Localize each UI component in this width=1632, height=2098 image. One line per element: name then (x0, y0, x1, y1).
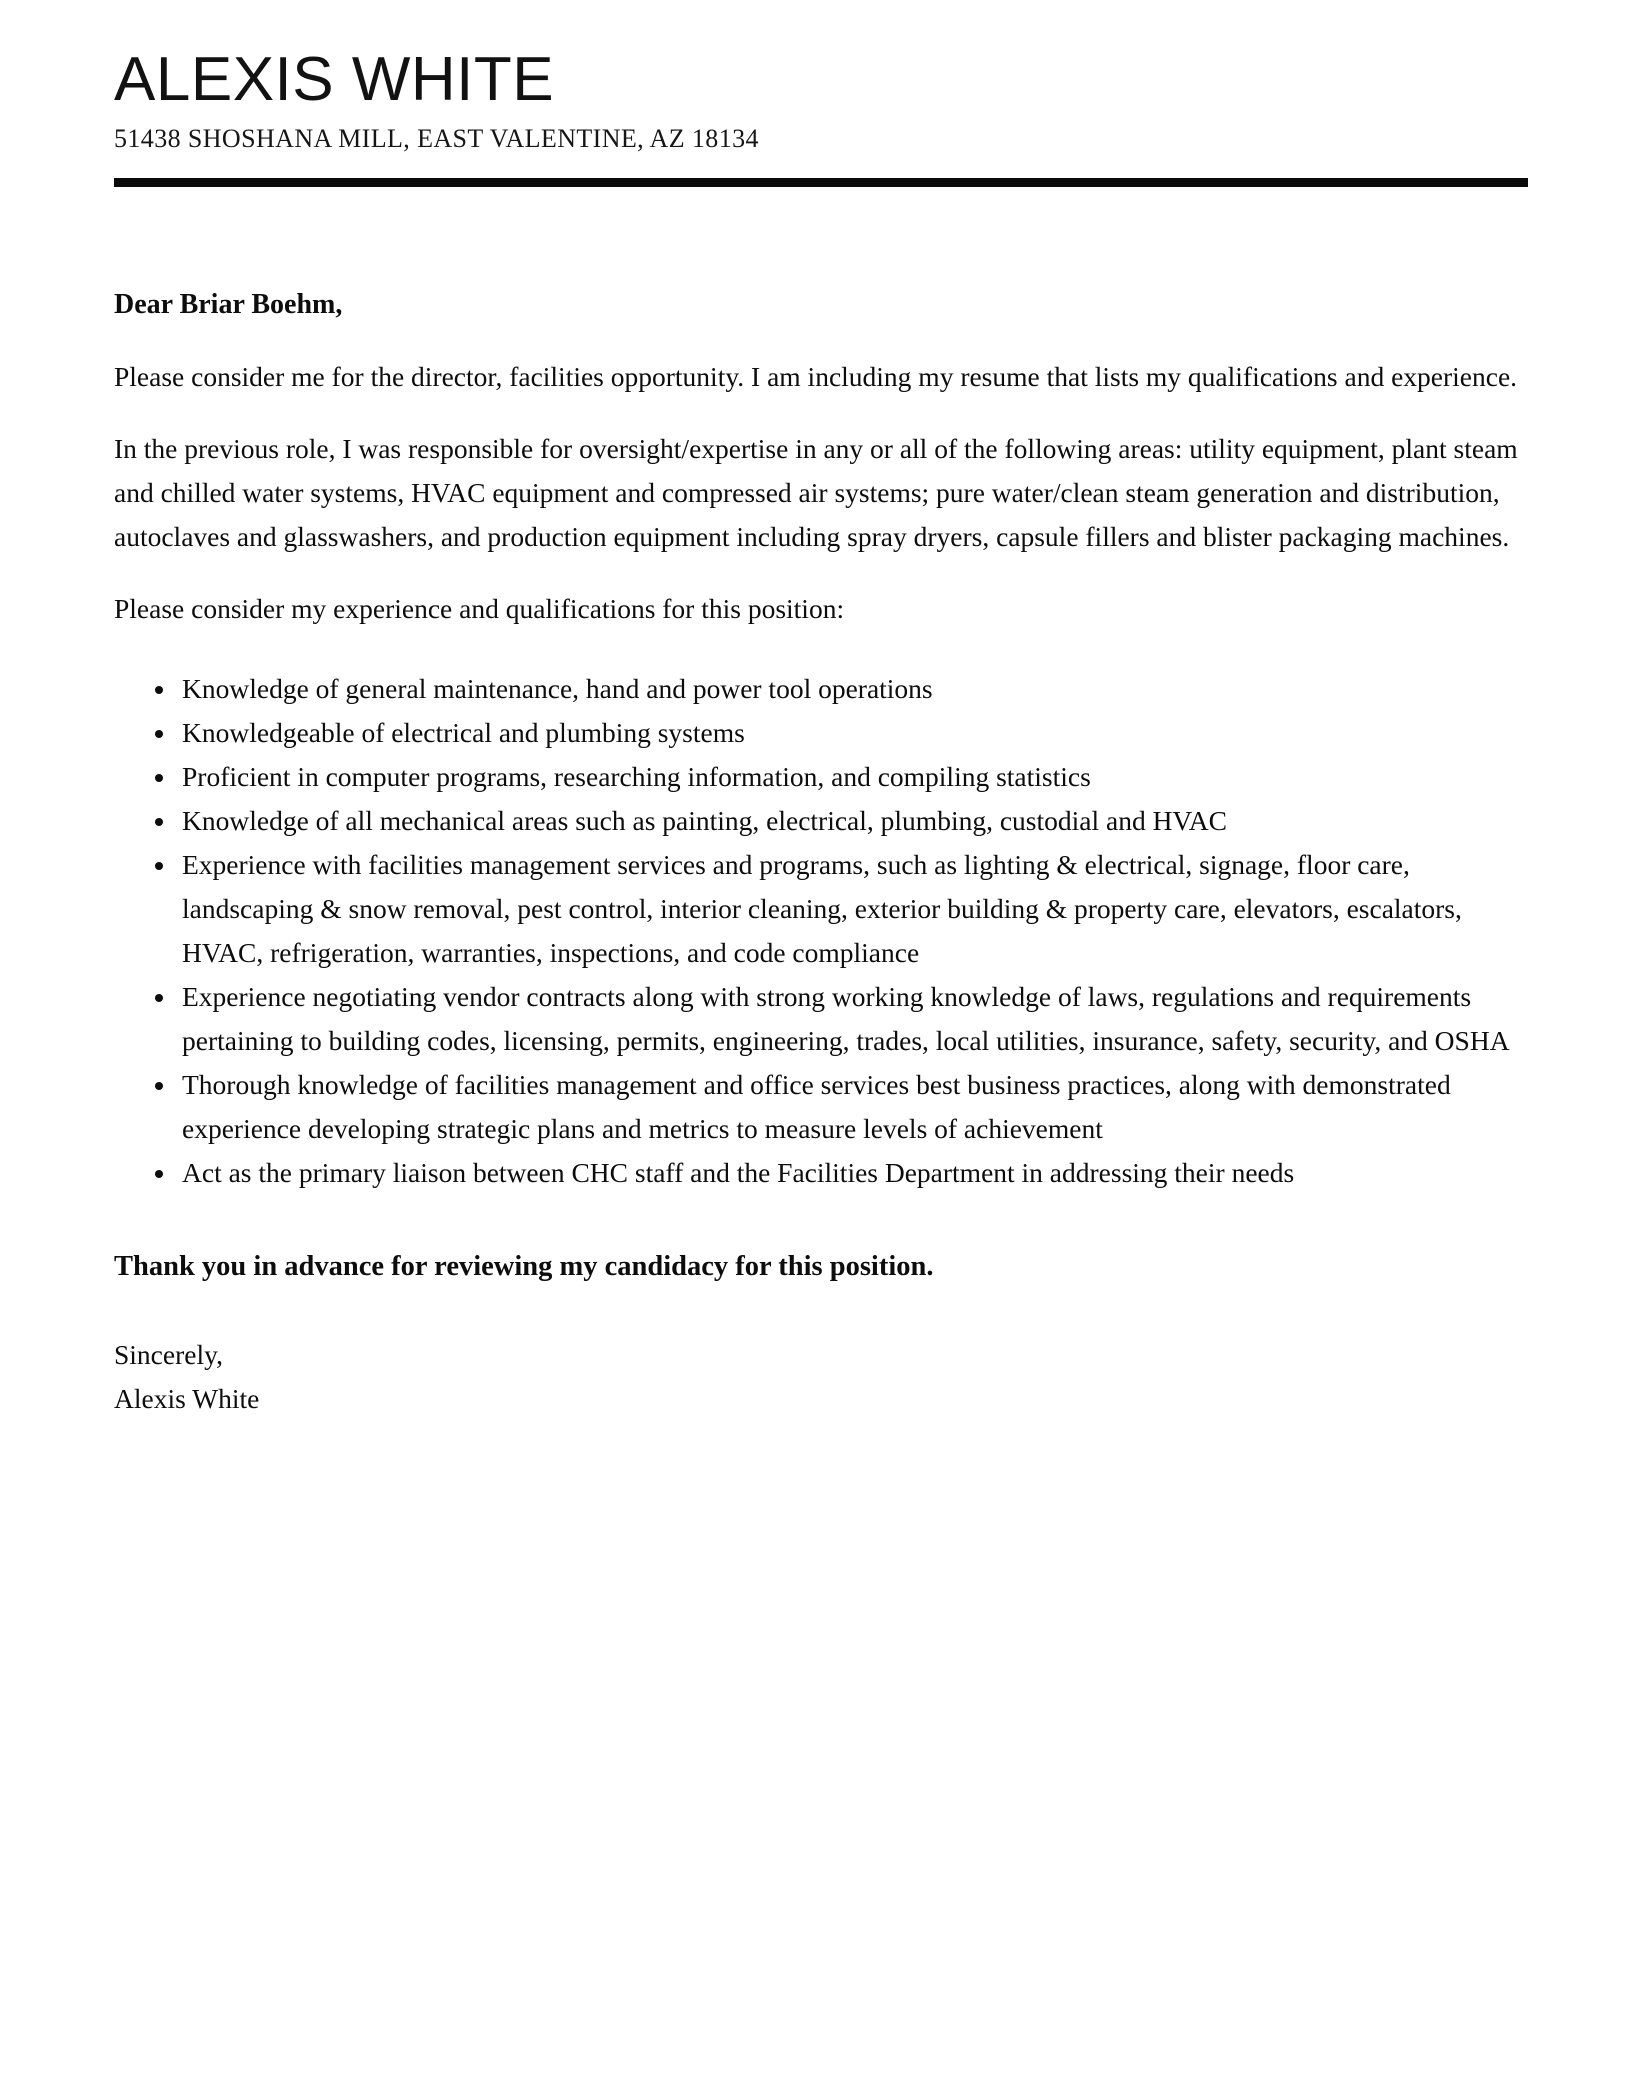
qualifications-list (114, 667, 1528, 1195)
qualification-item: • Act as the primary liaison between CHC staff and the Facilities Department in addressing their needs (178, 1151, 1528, 1195)
qualification-item: • Experience negotiating vendor contracts along with strong working knowledge of laws, regulations and requirements pertaining to building codes, licensing, permits, engineering, trades, local utilities, insurance, safety, security, and OSHA (178, 975, 1528, 1063)
letter-body (114, 283, 1528, 1421)
qualification-item: • Experience with facilities management services and programs, such as lighting & electrical, signage, floor care, landscaping & snow removal, pest control, interior cleaning, exterior building & property care, elevators, escalators, HVAC, refrigeration, warranties, inspections, and code compliance (178, 843, 1528, 975)
letter-header (114, 46, 1528, 187)
closing-statement: Thank you in advance for reviewing my candidacy for this position. (114, 1251, 934, 1283)
qualification-item: • Knowledgeable of electrical and plumbing systems (178, 711, 1528, 755)
signature-name: Alexis White (114, 1383, 260, 1415)
qualification-item: • Knowledge of all mechanical areas such as painting, electrical, plumbing, custodial and HVAC (178, 799, 1528, 843)
paragraph-intro: Please consider me for the director, facilities opportunity. I am including my resume that lists my qualifications and experience. (114, 361, 1518, 393)
paragraph-previous-role: In the previous role, I was responsible for oversight/expertise in any or all of the following areas: utility equipment, plant steam and chilled water systems, HVAC equipment and compressed air systems; pure water/clean steam generation and distribution, autoclaves and glasswashers, and production equipment including spray dryers, capsule fillers and blister packaging machines. (114, 433, 1518, 553)
qualification-item: • Proficient in computer programs, researching information, and compiling statistics (178, 755, 1528, 799)
header-divider-rule (114, 178, 1528, 187)
paragraph-lead-in: Please consider my experience and qualifications for this position: (114, 593, 845, 625)
salutation: Dear Briar Boehm, (114, 289, 343, 321)
qualification-item: • Knowledge of general maintenance, hand and power tool operations (178, 667, 1528, 711)
qualification-item: • Thorough knowledge of facilities management and office services best business practices, along with demonstrated experience developing strategic plans and metrics to measure levels of achievement (178, 1063, 1528, 1151)
applicant-address: 51438 SHOSHANA MILL, EAST VALENTINE, AZ 18134 (114, 124, 759, 154)
applicant-name: ALEXIS WHITE (114, 45, 555, 114)
signoff: Sincerely, (114, 1339, 223, 1371)
